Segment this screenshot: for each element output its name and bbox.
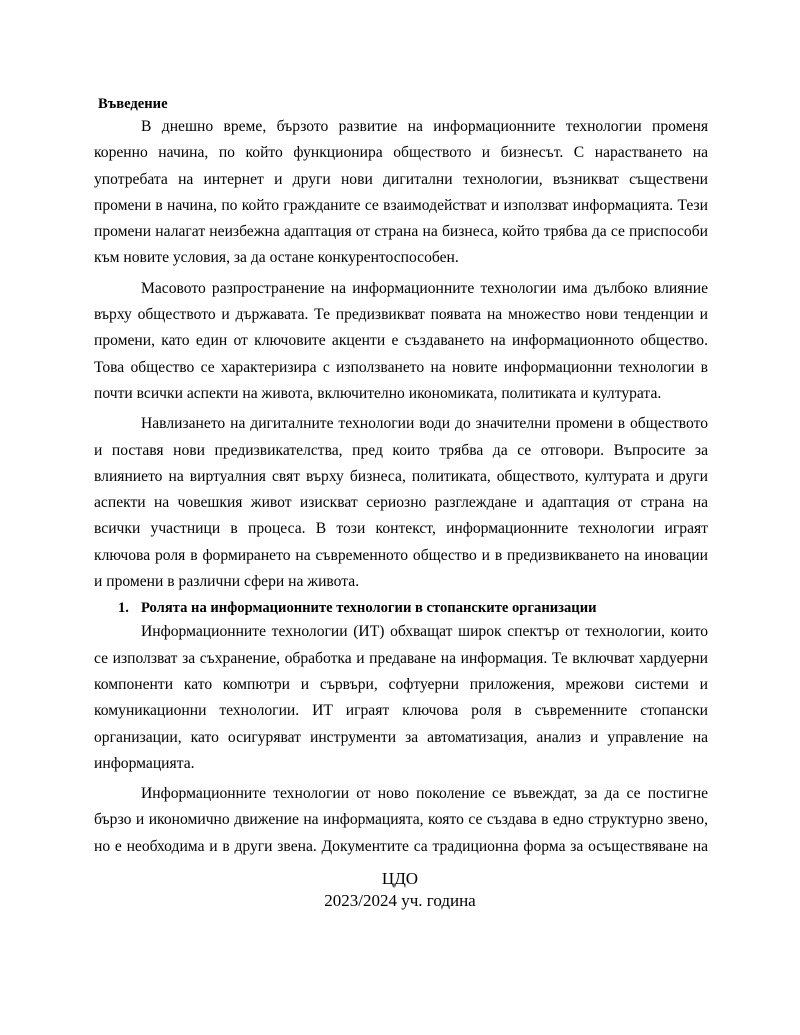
section-1-paragraph-1: Информационните технологии (ИТ) обхващат широк спектър от технологии, които се използват за съхранение, обработка и предаване на информация. Те включват хардуерни компоненти като компютри и сървъри, софтуерни приложения, мрежови системи и комуникационни технологии. ИТ играят ключова роля в съвременните стопански организации, като осигуряват инструменти за автоматизация, анализ и управление на информацията.: [94, 623, 708, 772]
footer-organization: ЦДО: [381, 869, 419, 888]
intro-paragraph-1: В днешно време, бързото развитие на информационните технологии променя коренно начина, по който функционира обществото и бизнесът. С нарастването на употребата на интернет и други нови дигитални технологии, възникват съществени промени в начина, по който гражданите се взаимодействат и използват информацията. Тези промени налагат неизбежна адаптация от страна на бизнеса, който трябва да се приспособи към новите условия, за да остане конкурентоспособен.: [94, 118, 708, 267]
page-content: [94, 94, 708, 860]
section-1-heading: [118, 597, 708, 619]
intro-heading: Въведение: [98, 96, 168, 112]
intro-paragraph-3: Навлизането на дигиталните технологии води до значителни промени в обществото и поставя нови предизвикателства, пред които трябва да се отговори. Въпросите за влиянието на виртуалния свят върху бизнеса, политиката, обществото, културата и други аспекти на човешкия живот изискват сериозно разглеждане и адаптация от страна на всички участници в процеса. В този контекст, информационните технологии играят ключова роля в формирането на съвременното общество и в предизвикването на иновации и промени в различни сфери на живота.: [94, 415, 708, 591]
section-1-title: Ролята на информационните технологии в стопанските организации: [141, 600, 597, 617]
section-1-number: 1.: [118, 600, 129, 617]
footer-academic-year: 2023/2024 уч. година: [324, 891, 476, 910]
section-1-paragraph-2: Информационните технологии от ново поколение се въвеждат, за да се постигне бързо и икономично движение на информацията, която се създава в едно структурно звено, но е необходима и в други звена. Документите са традиционна форма за осъществяване на: [94, 785, 708, 855]
intro-paragraph-2: Масовото разпространение на информационните технологии има дълбоко влияние върху обществото и държавата. Те предизвикват появата на множество нови тенденции и промени, като един от ключовите акценти е създаването на информационното общество. Това общество се характеризира с използването на новите информационни технологии в почти всички аспекти на живота, включително икономиката, политиката и културата.: [94, 279, 708, 402]
